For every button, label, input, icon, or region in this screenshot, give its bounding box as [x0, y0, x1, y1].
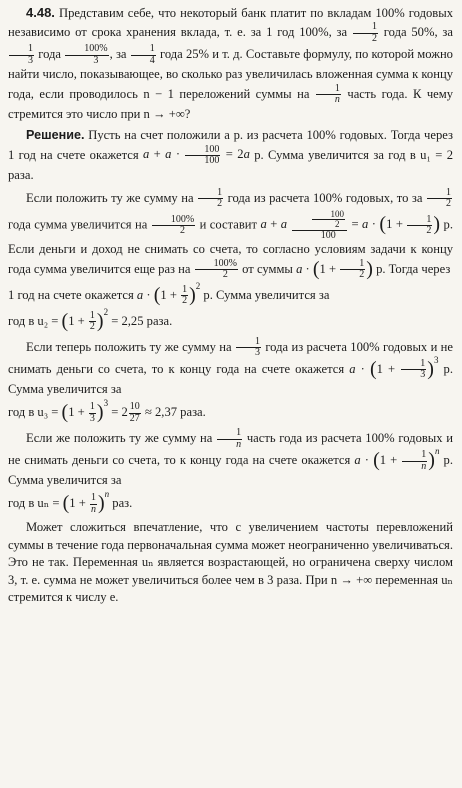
- solution-intro: Решение. Пусть на счет положили a р. из расчета 100% годовых. Тогда через 1 год на счете окажется a + a · $\frac{100}{100}$ = 2a р. Сумма увеличится за год в u₁ = 2 раза.: [8, 128, 453, 182]
- solution-third-year: Если теперь положить ту же сумму на $\frac{1}{3}$ года из расчета 100% годовых и не снимать деньги со счета, то к концу года на счете окажется a · (1 + $\frac{1}{3}$ )$^3$ р. Сумма увеличится за: [8, 335, 453, 396]
- formula-third-year: a · (1 + $\frac{1}{3}$ )$^3$: [349, 354, 439, 381]
- solution-u2: год в u₂ = (1 + $\frac{1}{2}$ )$^2$ = 2,25 раза.: [8, 306, 173, 333]
- formula-n-parts: a · (1 + $\frac{1}{n}$ )$^n$: [354, 445, 440, 472]
- fraction-one-third: $\frac{1}{3}$: [9, 44, 34, 66]
- formula-one-year: a + a · $\frac{100}{100}$ = 2a: [143, 143, 250, 166]
- fraction-one-half: $\frac{1}{2}$: [353, 22, 378, 44]
- solution-un: год в uₙ = (1 + $\frac{1}{n}$ )$^n$ раз.: [8, 489, 133, 515]
- solution-half-year-result: 1 год на счете окажется a · (1 + $\frac{1}{2}$ )$^2$ р. Сумма увеличится за: [8, 280, 330, 307]
- formula-half-year-squared: a · (1 + $\frac{1}{2}$ )$^2$: [136, 280, 201, 307]
- fraction-100-over-3: $\frac{100\%}{3}$: [65, 44, 108, 66]
- formula-half-year: a + a $\frac{\frac{100}{2}}{100}$ = a · (1 + $\frac{1}{2}$ ): [260, 208, 441, 241]
- solution-half-year: Если положить ту же сумму на $\frac{1}{2}$ года из расчета 100% годовых, то за $\frac{1}{2}$ года сумма увеличится на $\frac{100\%}{2}$ и составит a + a $\frac{\frac{100}{2}}{100}$ = a · (1 + $\frac{1}{2}$ ) р. Если деньги и доход не снимать со счета, то согласно условиям задачи к концу года сумма увеличится еще раз на $\frac{100\%}{2}$ от суммы a · (1 + $\frac{1}{2}$ ) р. Тогда через: [8, 186, 453, 281]
- solution-u3: год в u₃ = (1 + $\frac{1}{3}$ )$^3$ = 2 $\frac{10}{27}$ ≈ 2,37 раза.: [8, 397, 206, 424]
- fraction-one-quarter: $\frac{1}{4}$: [131, 44, 156, 66]
- problem-statement: 4.48. Представим себе, что некоторый банк платит по вкладам 100% годовых независимо от срока хранения вклада, т. е. за 1 год 100%, за $\frac{1}{2}$ года 50%, за $\frac{1}{3}$ года $\frac{100\%}{3}$ , за $\frac{1}{4}$ года 25% и т. д. Составьте формулу, по которой можно найти число, показывающее, во сколько раз увеличилась вложенная сумма к концу года, если проводилось n − 1 переложений суммы на $\frac{1}{n}$ часть года. К чему стремится это число при n → +∞?: [8, 5, 454, 121]
- problem-number: 4.48.: [26, 5, 55, 20]
- solution-conclusion: Может сложиться впечатление, что с увеличением частоты перевложений суммы в течение года первоначальная сумма может неограниченно увеличиваться. Это не так. Переменная uₙ является возрастающей, но ограничена сверху числом 3, т. е. сумма не может увеличиться более чем в 3 раза. При n → +∞ переменная uₙ стремится к числу e.: [8, 520, 453, 604]
- solution-n-parts: Если же положить ту же сумму на $\frac{1}{n}$ часть года из расчета 100% годовых и не снимать деньги со счета, то к концу года на счете окажется a · (1 + $\frac{1}{n}$ )$^n$ р. Сумма увеличится за: [8, 427, 454, 487]
- fraction-one-over-n: $\frac{1}{n}$: [316, 84, 341, 106]
- solution-heading: Решение.: [26, 128, 85, 143]
